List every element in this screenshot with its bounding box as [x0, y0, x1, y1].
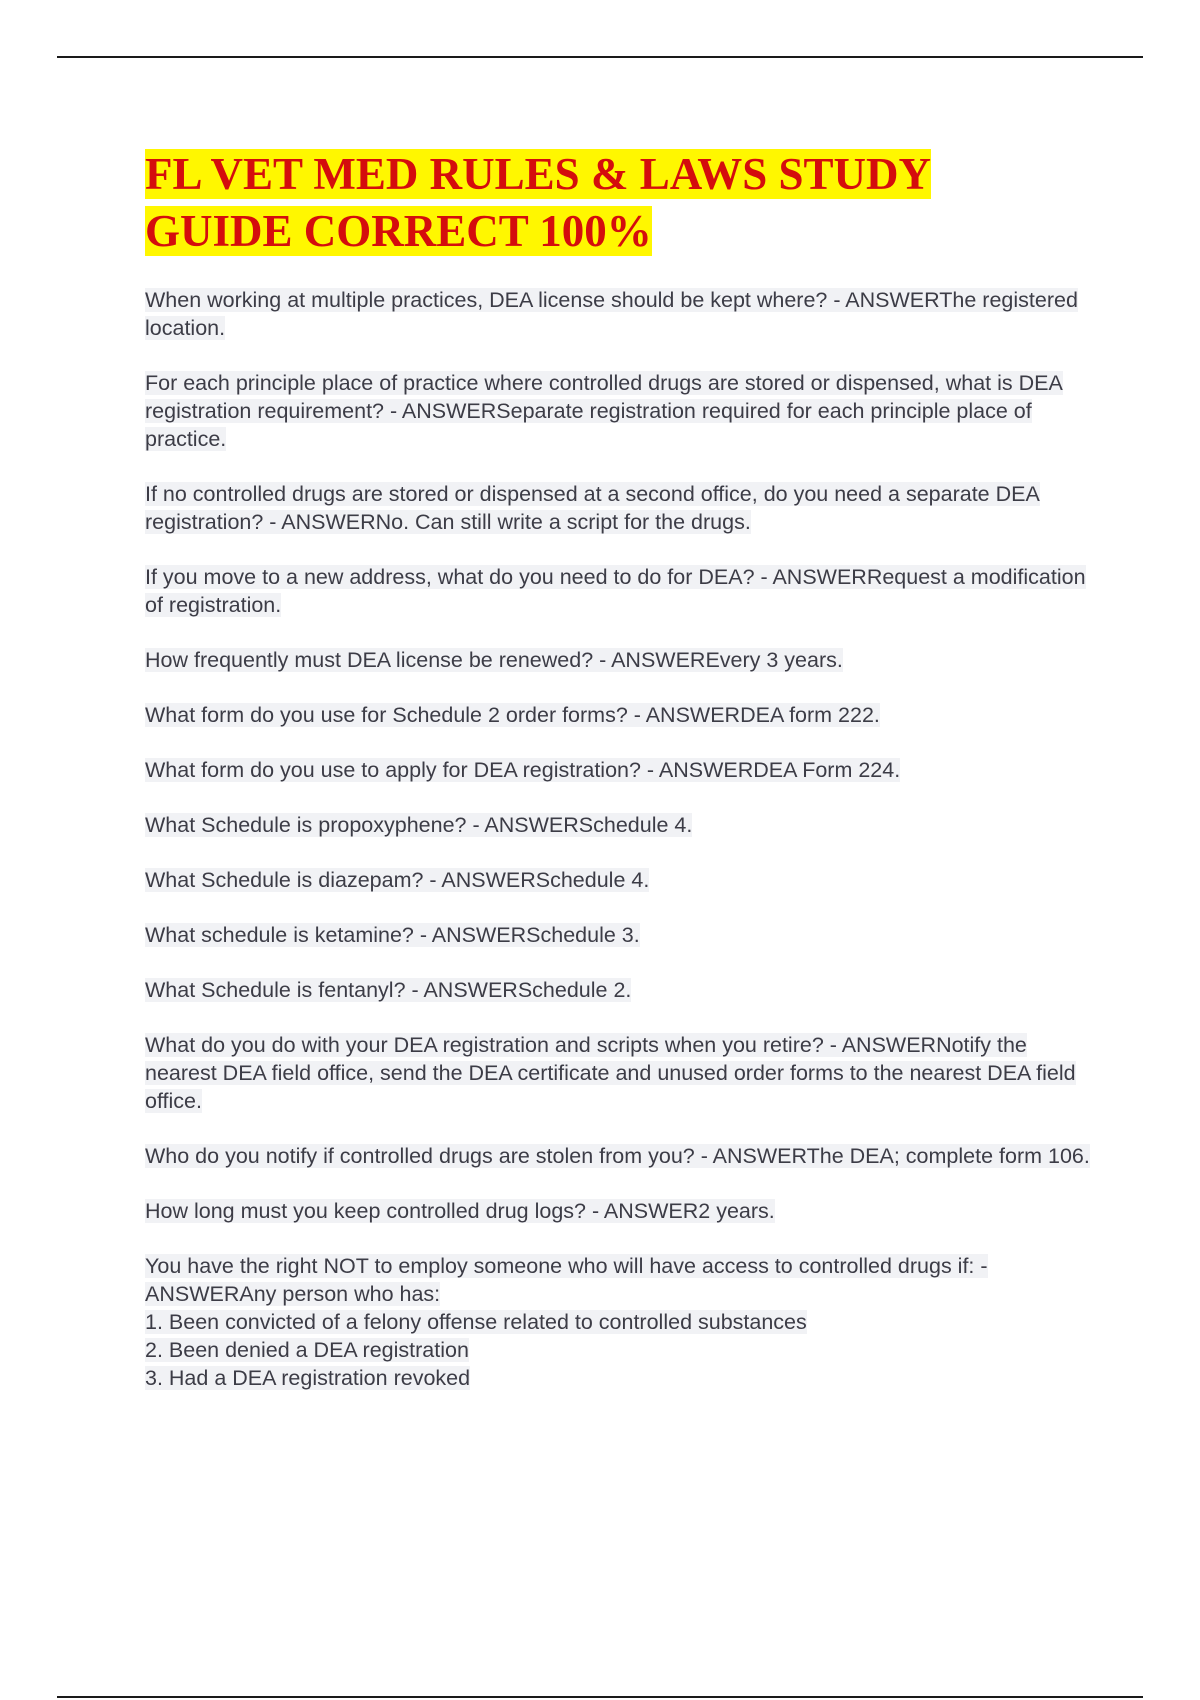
title-line-2: GUIDE CORRECT 100%	[145, 206, 652, 256]
bottom-rule	[57, 1696, 1143, 1698]
qa-item: For each principle place of practice where controlled drugs are stored or dispensed, what is DEA registration requirement? - ANSWERSeparate registration required for each principle place of practice.	[145, 371, 1063, 451]
qa-item: If no controlled drugs are stored or dispensed at a second office, do you need a separate DEA registration? - ANSWERNo. Can still write a script for the drugs.	[145, 482, 1040, 534]
qa-item: What form do you use for Schedule 2 order forms? - ANSWERDEA form 222.	[145, 703, 880, 727]
title-line-1: FL VET MED RULES & LAWS STUDY	[145, 149, 932, 199]
qa-item: What schedule is ketamine? - ANSWERSchedule 3.	[145, 923, 640, 947]
qa-item: Who do you notify if controlled drugs are stolen from you? - ANSWERThe DEA; complete form 106.	[145, 1144, 1090, 1168]
top-rule	[57, 56, 1143, 58]
qa-question: You have the right NOT to employ someone who will have access to controlled drugs if: - ANSWERAny person who has:	[145, 1254, 988, 1306]
answer-list-item: 2. Been denied a DEA registration	[145, 1338, 469, 1362]
qa-item: What Schedule is propoxyphene? - ANSWERSchedule 4.	[145, 813, 693, 837]
qa-item-employment	[145, 1252, 1100, 1392]
qa-item: If you move to a new address, what do you need to do for DEA? - ANSWERRequest a modification of registration.	[145, 565, 1086, 617]
qa-item: How long must you keep controlled drug logs? - ANSWER2 years.	[145, 1199, 775, 1223]
answer-list-item: 1. Been convicted of a felony offense related to controlled substances	[145, 1310, 807, 1334]
answer-list-item: 3. Had a DEA registration revoked	[145, 1366, 471, 1390]
qa-item: What form do you use to apply for DEA registration? - ANSWERDEA Form 224.	[145, 758, 901, 782]
qa-item: How frequently must DEA license be renewed? - ANSWEREvery 3 years.	[145, 648, 843, 672]
document-title	[145, 146, 1100, 260]
qa-item: What Schedule is fentanyl? - ANSWERSchedule 2.	[145, 978, 632, 1002]
document-body	[145, 146, 1100, 1419]
qa-item: What Schedule is diazepam? - ANSWERSchedule 4.	[145, 868, 650, 892]
qa-item: What do you do with your DEA registration and scripts when you retire? - ANSWERNotify the nearest DEA field office, send the DEA certificate and unused order forms to the nearest DEA field office.	[145, 1033, 1076, 1113]
qa-item: When working at multiple practices, DEA license should be kept where? - ANSWERThe registered location.	[145, 288, 1078, 340]
